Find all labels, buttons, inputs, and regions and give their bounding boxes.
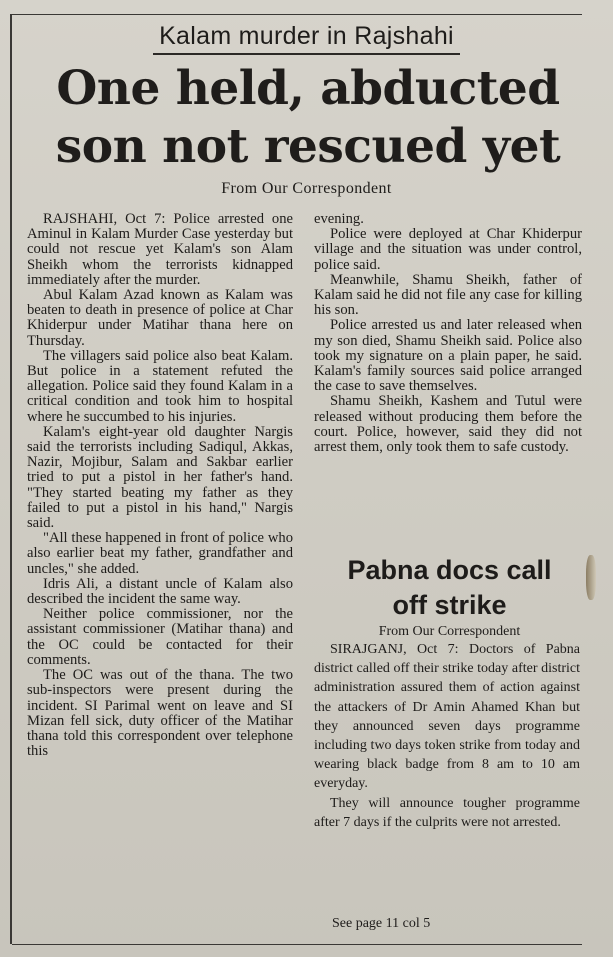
article-column-right <box>314 212 582 455</box>
paragraph: Abul Kalam Azad known as Kalam was beaten to death in presence of police at Char Khiderpur under Matihar thana here on Thursday. <box>27 287 293 349</box>
kicker-heading <box>0 22 613 55</box>
column-rule-bottom <box>12 944 582 945</box>
continuation-note: See page 11 col 5 <box>332 916 431 931</box>
article-column-left <box>27 212 293 759</box>
paragraph: Meanwhile, Shamu Sheikh, father of Kalam said he did not file any case for killing his son. <box>314 271 582 319</box>
column-rule-top <box>12 14 582 15</box>
paragraph: Idris Ali, a distant uncle of Kalam also described the incident the same way. <box>27 575 293 608</box>
paragraph: SIRAJGANJ, Oct 7: Doctors of Pabna district called off their strike today after district administration assured them of action against the attackers of Dr Amin Ahamed Khan but they announced seven days programme including two days token strike from today and wearing black badge from 8 am to 10 am everyday. <box>314 642 580 792</box>
second-article-body <box>314 640 580 832</box>
paper-fold-mark <box>586 555 596 600</box>
headline-line-2: son not rescued yet <box>55 119 561 174</box>
paragraph: Police were deployed at Char Khiderpur village and the situation was under control, police said. <box>314 226 582 273</box>
paragraph: They will announce tougher programme after 7 days if the culprits were not arrested. <box>314 795 580 830</box>
second-article-byline: From Our Correspondent <box>378 624 521 639</box>
paragraph: Neither police commissioner, nor the assistant commissioner (Matihar thana) and the OC could be contacted for their comments. <box>27 606 293 668</box>
column-rule-left <box>10 14 12 944</box>
paragraph: Police arrested us and later released when my son died, Shamu Sheikh said. Police also took my signature on a plain paper, he said. Kalam's family sources said police arranged the case to save themselves. <box>314 317 582 395</box>
paragraph: Kalam's eight-year old daughter Nargis said the terrorists including Sadiqul, Akkas, Nazir, Mojibur, Salam and Sakbar earlier tried to put a pistol in her father's hand. "They started beating my father as they failed to put a pistol in his hand," Nargis said. <box>27 423 293 532</box>
second-headline-line-1: Pabna docs call <box>347 555 552 585</box>
paragraph: evening. <box>314 211 364 227</box>
kicker-text: Kalam murder in Rajshahi <box>153 22 460 55</box>
paragraph: RAJSHAHI, Oct 7: Police arrested one Aminul in Kalam Murder Case yesterday but could not rescue yet Kalam's son Alam Sheikh whom the terrorists kidnapped immediately after the murder. <box>27 211 293 288</box>
paragraph: "All these happened in front of police who also earlier beat my father, grandfather and uncles," she added. <box>27 530 293 577</box>
paragraph: The villagers said police also beat Kalam. But police in a statement refuted the allegation. Police said they found Kalam in a critical condition and took him to hospital where he succumbed to his injuries. <box>27 347 293 425</box>
main-headline <box>18 60 598 176</box>
paragraph: The OC was out of the thana. The two sub-inspectors were present during the incident. SI Parimal went on leave and SI Mizan fell sick, duty officer of the Matihar thana told this correspondent over telephone this <box>27 667 293 760</box>
headline-line-1: One held, abducted <box>56 61 560 116</box>
paragraph: Shamu Sheikh, Kashem and Tutul were released without producing them before the court. Police, however, said they did not arrest them, only took them to safe custody. <box>314 393 582 456</box>
article-byline: From Our Correspondent <box>221 180 392 197</box>
second-headline-line-2: off strike <box>392 590 507 620</box>
